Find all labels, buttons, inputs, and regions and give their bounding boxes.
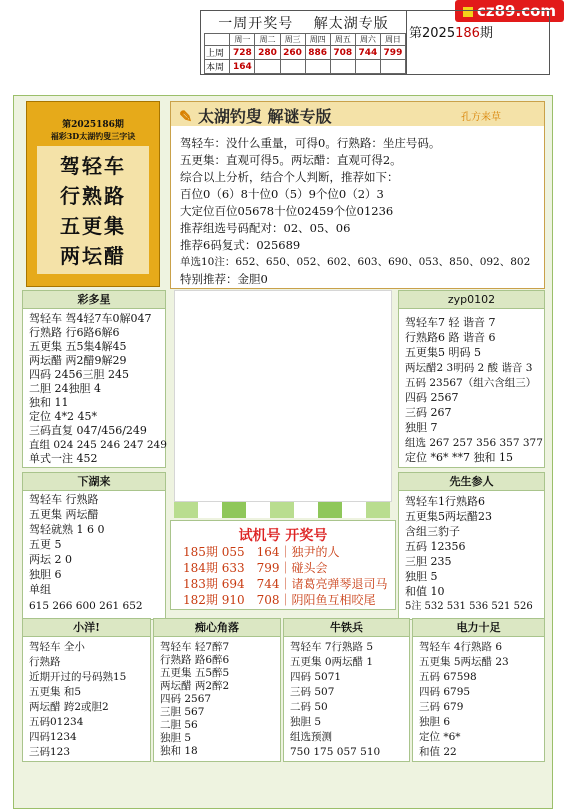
panel-title: 小洋! (23, 619, 150, 637)
panel-line: 单组 (29, 583, 51, 596)
riddle-line: 推荐组选号码配对：02、05、06 (180, 221, 351, 235)
panel-line: 和值 10 (405, 585, 445, 598)
panel-line: 独胆 7 (405, 421, 438, 434)
panel-line: 驾轻车 7行熟路 5 (290, 641, 374, 653)
poem-period: 第2025186期 (62, 120, 124, 130)
result-cell (280, 60, 305, 74)
panel-line: 四码 5071 (290, 671, 342, 683)
panel-line: 五更集 5两坛醋 23 (419, 656, 509, 668)
riddle-line: 推荐6码复式：025689 (180, 238, 301, 252)
panel-xiahulai (22, 472, 166, 620)
panel-line: 和值 22 (419, 746, 457, 758)
period-box (406, 10, 550, 75)
panel-line: 四码 6795 (419, 686, 471, 698)
panel-line: 四码 2567 (405, 391, 459, 404)
panel-line: 三码 507 (290, 686, 335, 698)
panel-caiduoxing (22, 290, 166, 468)
panel-line: 两坛醋 两2醋9解29 (29, 354, 127, 367)
riddle-line: 综合以上分析，结合个人判断，推荐如下： (180, 170, 399, 184)
day-label: 周五 (330, 34, 355, 46)
riddle-header (170, 101, 545, 127)
center-image-placeholder (174, 290, 392, 502)
panel-title: 痴心角落 (154, 619, 280, 637)
panel-line: 行熟路 (29, 656, 61, 668)
panel-line: 驾轻车 驾4轻7车0解047 (29, 312, 152, 325)
panel-line: 750 175 057 510 (290, 746, 381, 758)
weekly-results-box (200, 10, 407, 75)
poem-line: 驾轻车 (60, 154, 126, 178)
panel-xiansheng (398, 472, 545, 620)
panel-line: 五更集 两坛醋 (29, 508, 99, 521)
panel-line: 行熟路 行6路6解6 (29, 326, 120, 339)
result-cell (255, 60, 280, 74)
panel-line: 五更集 五5集4解45 (29, 340, 127, 353)
panel-line: 驾轻车7 轻 谐音 7 (405, 316, 496, 329)
panel-niutie (283, 618, 410, 762)
panel-line: 独胆 6 (29, 568, 62, 581)
panel-line: 驾轻就熟 1 6 0 (29, 523, 105, 536)
panel-line: 五更集 和5 (29, 686, 82, 698)
day-label: 周日 (380, 34, 405, 46)
result-cell (380, 60, 405, 74)
result-cell: 708 (330, 46, 355, 60)
panel-line: 单式一注 452 (29, 452, 98, 465)
result-cell: 280 (255, 46, 280, 60)
day-label: 周六 (355, 34, 380, 46)
period-prefix: 第2025 (409, 26, 456, 41)
panel-line: 定位 *6* **7 独和 15 (405, 451, 513, 464)
result-cell: 164 (230, 60, 255, 74)
this-week-label: 本周 (205, 60, 230, 74)
day-label: 周四 (305, 34, 330, 46)
result-cell: 886 (305, 46, 330, 60)
draw-line: 185期 055 164｜独尹的人 (183, 545, 340, 559)
stripe-segment (222, 502, 246, 518)
panel-line: 五码01234 (29, 716, 84, 728)
panel-line: 五更集 0两坛醋 1 (290, 656, 374, 668)
result-cell: 260 (280, 46, 305, 60)
riddle-title (179, 104, 332, 127)
panel-line: 二码 50 (290, 701, 328, 713)
panel-line: 独胆 5 (405, 570, 438, 583)
panel-line: 两坛醋 两2醉2 (160, 680, 230, 692)
panel-line: 二胆 56 (160, 719, 198, 731)
panel-line: 组选 267 257 356 357 377 (405, 437, 543, 449)
poem-inner (37, 146, 149, 274)
panel-line: 三码直复 047/456/249 (29, 424, 147, 437)
day-label: 周一 (230, 34, 255, 46)
last-week-label: 上周 (205, 46, 230, 60)
panel-line: 独和 18 (160, 745, 198, 757)
this-week-row (205, 60, 406, 74)
period-number: 186 (455, 26, 480, 41)
draw-line: 182期 910 708｜阴阳鱼互相咬尾 (183, 593, 376, 607)
panel-line: 独胆 5 (290, 716, 322, 728)
panel-line: 三码 267 (405, 406, 452, 419)
panel-line: 两坛 2 0 (29, 553, 72, 566)
stripe-segment (318, 502, 342, 518)
panel-title: 先生参人 (399, 473, 544, 491)
panel-line: 5注 532 531 536 521 526 (405, 601, 533, 612)
panel-line: 独胆 6 (419, 716, 451, 728)
panel-title: zyp0102 (399, 291, 544, 309)
panel-line: 二胆 24独胆 4 (29, 382, 101, 395)
panel-line: 驾轻车 全小 (29, 641, 85, 653)
panel-title: 电力十足 (413, 619, 544, 637)
riddle-line: 单选10注：652、650、052、602、603、690、053、850、092、802 (180, 256, 531, 268)
stripe-segment (174, 502, 198, 518)
result-cell (305, 60, 330, 74)
brand-text: cz89.com (477, 2, 557, 20)
result-cell: 799 (380, 46, 405, 60)
days-row (205, 34, 406, 46)
panel-line: 三胆 235 (405, 555, 452, 568)
stripe-segment (246, 502, 270, 518)
panel-dianli (412, 618, 545, 762)
poem-subtitle: 福彩3D太湖钓叟三字诀 (50, 131, 136, 141)
panel-line: 驾轻车 4行熟路 6 (419, 641, 503, 653)
stripe-segment (294, 502, 318, 518)
days-corner (205, 34, 230, 46)
riddle-author: 孔方来草 (461, 112, 501, 123)
stripe-segment (270, 502, 294, 518)
panel-line: 四码 2567 (160, 693, 212, 705)
panel-line: 组选预测 (290, 731, 332, 743)
pencil-icon: ✎ (179, 107, 193, 126)
riddle-poem-box (26, 101, 160, 287)
color-stripe (174, 502, 390, 518)
panel-line: 五码 23567（组六含组三） (405, 377, 537, 389)
panel-title: 下湖来 (23, 473, 165, 491)
panel-line: 近期开过的号码熟15 (29, 671, 127, 683)
draw-line: 184期 633 799｜碰头会 (183, 561, 328, 575)
panel-line: 独和 11 (29, 396, 69, 409)
riddle-body (170, 126, 545, 289)
riddle-line: 五更集：直观可得5。两坛醋：直观可得2。 (180, 153, 402, 167)
riddle-line: 特别推荐：金胆0 (180, 272, 268, 286)
day-label: 周三 (280, 34, 305, 46)
panel-line: 直组 024 245 246 247 249 (29, 439, 167, 451)
panel-line: 五更集5两坛醋23 (405, 510, 492, 523)
panel-line: 驾轻车 轻7醉7 (160, 641, 230, 653)
stripe-segment (198, 502, 222, 518)
result-cell: 744 (355, 46, 380, 60)
poem-line: 两坛醋 (60, 244, 126, 268)
stripe-segment (366, 502, 390, 518)
riddle-line: 大定位百位05678十位02459个位01236 (180, 204, 394, 218)
panel-line: 两坛醋2 3明码 2 酸 谐音 3 (405, 362, 533, 374)
panel-line: 615 266 600 261 652 (29, 600, 143, 612)
panel-line: 四码 2456三胆 245 (29, 368, 129, 381)
panel-line: 含组三豹子 (405, 525, 460, 538)
panel-line: 行熟路6 路 谐音 6 (405, 331, 496, 344)
last-week-row (205, 46, 406, 60)
panel-line: 行熟路 路6醉6 (160, 654, 230, 666)
panel-line: 五码 12356 (405, 540, 466, 553)
result-cell (355, 60, 380, 74)
draw-results-title: 试机号 开奖号 (238, 528, 328, 544)
panel-line: 两坛醋 跨2或胆2 (29, 701, 109, 713)
panel-line: 五更集 五5醉5 (160, 667, 230, 679)
panel-line: 五更 5 (29, 538, 62, 551)
panel-line: 三码 679 (419, 701, 464, 713)
panel-zyp0102 (398, 290, 545, 468)
riddle-line: 驾轻车：没什么重量，可得0。行熟路：坐庄号码。 (180, 136, 441, 150)
panel-line: 独胆 5 (160, 732, 192, 744)
panel-line: 五更集5 明码 5 (405, 346, 481, 359)
day-label: 周二 (255, 34, 280, 46)
result-cell (330, 60, 355, 74)
period-label (409, 22, 493, 41)
panel-title: 彩多星 (23, 291, 165, 309)
poem-line: 五更集 (60, 214, 126, 238)
weekly-results-title: 一周开奖号 解太湖专版 (218, 16, 389, 32)
panel-line: 三码123 (29, 746, 71, 758)
poem-line: 行熟路 (60, 184, 126, 208)
riddle-title-text: 太湖钓叟 解谜专版 (197, 107, 332, 126)
panel-line: 定位 4*2 45* (29, 410, 97, 423)
period-suffix: 期 (479, 26, 493, 41)
panel-line: 五码 67598 (419, 671, 477, 683)
draw-results-box (170, 520, 396, 610)
panel-line: 定位 *6* (419, 731, 461, 743)
panel-chixin (153, 618, 281, 762)
panel-title: 牛铁兵 (284, 619, 409, 637)
riddle-line: 百位0（6）8十位0（5）9个位0（2）3 (180, 187, 384, 201)
panel-xiaoyang (22, 618, 151, 762)
panel-line: 三胆 567 (160, 706, 205, 718)
weekly-results-table (204, 33, 406, 74)
stripe-segment (342, 502, 366, 518)
result-cell: 728 (230, 46, 255, 60)
panel-line: 驾轻车1行熟路6 (405, 495, 485, 508)
panel-line: 驾轻车 行熟路 (29, 493, 99, 506)
panel-line: 四码1234 (29, 731, 77, 743)
draw-line: 183期 694 744｜诸葛亮弹琴退司马 (183, 577, 388, 591)
